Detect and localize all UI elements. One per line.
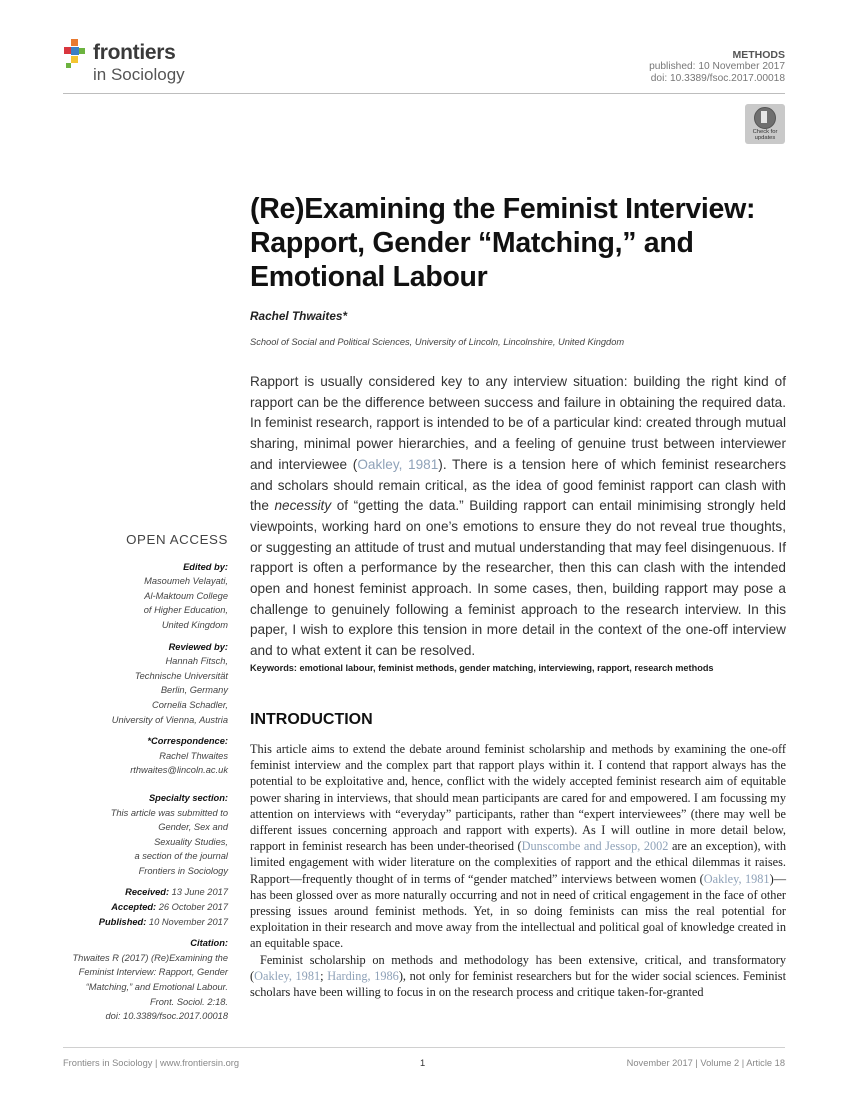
specialty-line: a section of the journal [134,851,228,862]
article-meta [649,49,785,85]
published-date: published: 10 November 2017 [649,61,785,72]
specialty-line: Frontiers in Sociology [138,865,228,876]
body-text: ; [320,968,328,983]
reviewed-by-label: Reviewed by: [168,641,228,652]
specialty-section-label: Specialty section: [148,792,228,803]
citation-line: Thwaites R (2017) (Re)Examining the [72,952,228,963]
correspondence-name: Rachel Thwaites [159,750,228,761]
paragraph [250,952,786,1001]
author-affiliation: School of Social and Political Sciences, University of Lincoln, Lincolnshire, United Kingdom [250,337,625,347]
citation-link[interactable]: Oakley, 1981 [254,968,321,983]
footer-issue-info: November 2017 | Volume 2 | Article 18 [626,1058,785,1068]
reviewer-line: Cornelia Schadler, [152,699,228,710]
keywords: Keywords: emotional labour, feminist methods, gender matching, interviewing, rapport, research methods [250,663,714,673]
editor-line: Masoumeh Velayati, [144,576,228,587]
check-updates-label: Check for updates [752,129,778,141]
section-heading-introduction: INTRODUCTION [250,711,373,728]
abstract-emphasis: necessity [274,498,332,514]
body-text: )—has been glossed over as more naturally occurring and not in need of critical engagement in the face of other pressing issues around feminist methods. Yet, in so doing feminists can miss the real potential for exploitation in their research and move away from the intellectual and political goal of knowledge created in an equitable space. [250,871,786,951]
reviewer-line: Hannah Fitsch, [165,656,228,667]
correspondence-email[interactable]: rthwaites@lincoln.ac.uk [130,765,228,776]
body-text: ), not only for feminist researchers but for the wider social sciences. Feminist scholars have been willing to focus in on the research process and critique taken-for-granted [250,968,786,1000]
body-text: are an exception), with limited engagement with wider literature on the complexities of rapport and the ethical dilemmas it raises. Rapport—frequently thought of in terms of “gender matched” interviews between women ( [250,839,786,886]
doi[interactable]: doi: 10.3389/fsoc.2017.00018 [650,73,785,84]
author-name[interactable]: Rachel Thwaites* [250,309,348,323]
abstract-text: Rapport is usually considered key to any interview situation: building the right kind of rapport can be the difference between success and failure in obtaining the required data. In feminist research, rapport is intended to be of a particular kind: created through mutual sharing, minimal power hierarchies, and a feeling of genuine trust between interviewer and interviewee ( [250,374,786,472]
published-value: 10 November 2017 [148,916,228,927]
abstract [250,372,786,662]
specialty-line: Sexuality Studies, [154,836,228,847]
journal-logo-subtitle: in Sociology [93,65,185,84]
published-label: Published: [98,916,147,927]
abstract-text: ). There is a tension here of which feminist researchers and scholars should remain critical, as the idea of good feminist rapport can clash with the [250,456,786,514]
accepted-label: Accepted: [111,902,157,913]
citation-line: Feminist Interview: Rapport, Gender [78,967,228,978]
reviewer-line: Berlin, Germany [160,685,228,696]
specialty-line: Gender, Sex and [158,822,228,833]
citation-link[interactable]: Oakley, 1981 [357,456,439,472]
body-text: Feminist scholarship on methods and methodology has been extensive, critical, and transformatory ( [250,952,786,983]
accepted-date [48,900,228,915]
accepted-value: 26 October 2017 [158,902,228,913]
reviewer-line: Technische Universität [134,670,228,681]
footer-journal[interactable]: Frontiers in Sociology | www.frontiersin.org [63,1058,240,1068]
citation-link[interactable]: Harding, 1986 [327,968,399,983]
editor-line: of Higher Education, [143,605,228,616]
edited-by-label: Edited by: [183,561,228,572]
reviewer-line: University of Vienna, Austria [111,714,228,725]
received-value: 13 June 2017 [171,887,228,898]
check-for-updates-badge[interactable] [745,104,785,144]
received-label: Received: [125,887,170,898]
published-date-sidebar [48,915,228,930]
citation-label: Citation: [190,938,228,949]
correspondence-label: *Correspondence: [147,736,228,747]
citation-line: Front. Sociol. 2:18. [149,996,228,1007]
received-date [48,885,228,900]
article-title: (Re)Examining the Feminist Interview: Rapport, Gender “Matching,” and Emotional Labour [250,193,756,293]
citation-link[interactable]: Dunscombe and Jessop, 2002 [521,839,669,854]
citation-line: doi: 10.3389/fsoc.2017.00018 [105,1011,228,1022]
sidebar [48,533,228,1024]
body-text: This article aims to extend the debate around feminist scholarship and methods by examining the one-off feminist interview and the complex part that rapport plays within it. I contend that rapport always has the potential to be exploitative and, hence, conflict with the widely accepted feminist research aim of equitable power sharing in interviews, that should mean participants are cared for and empowered. I am focussing my attention on interviews with “everyday” participants, rather than “expert interviewees” (there may well be different issues concerning approach and rapport with experts). As I will outline in more detail below, rapport in feminist research has been under-theorised ( [250,742,786,854]
specialty-line: This article was submitted to [110,807,228,818]
header-divider [63,93,785,94]
footer-divider [63,1047,785,1048]
citation-link[interactable]: Oakley, 1981 [703,871,770,886]
editor-line: United Kingdom [161,619,228,630]
bookmark-icon [754,107,776,129]
journal-logo-name: frontiers [93,41,176,64]
introduction-body [250,741,786,1000]
abstract-text: of “getting the data.” Building rapport can entail minimising strongly held viewpoints, working hard on one’s emotions to ensure they do not reveal true thoughts, or suggesting an attitude of trust and mutual understanding that may feel disingenuous. If rapport is often a performance by the researcher, then this can clash with the intended open and honest feminist approach. In some cases, then, building rapport may pose a challenge to genuinely following a feminist approach to the research interview. In this paper, I wish to explore this tension in more detail in the context of the one-off interview and to what extent it can be resolved. [250,498,786,659]
article-type: METHODS [732,49,785,61]
citation-line: “Matching,” and Emotional Labour. [85,982,228,993]
open-access-label: OPEN ACCESS [126,532,228,547]
page-number: 1 [420,1058,426,1068]
editor-line: Al-Maktoum College [144,590,228,601]
frontiers-logo-icon [63,38,89,72]
paragraph [250,741,786,952]
